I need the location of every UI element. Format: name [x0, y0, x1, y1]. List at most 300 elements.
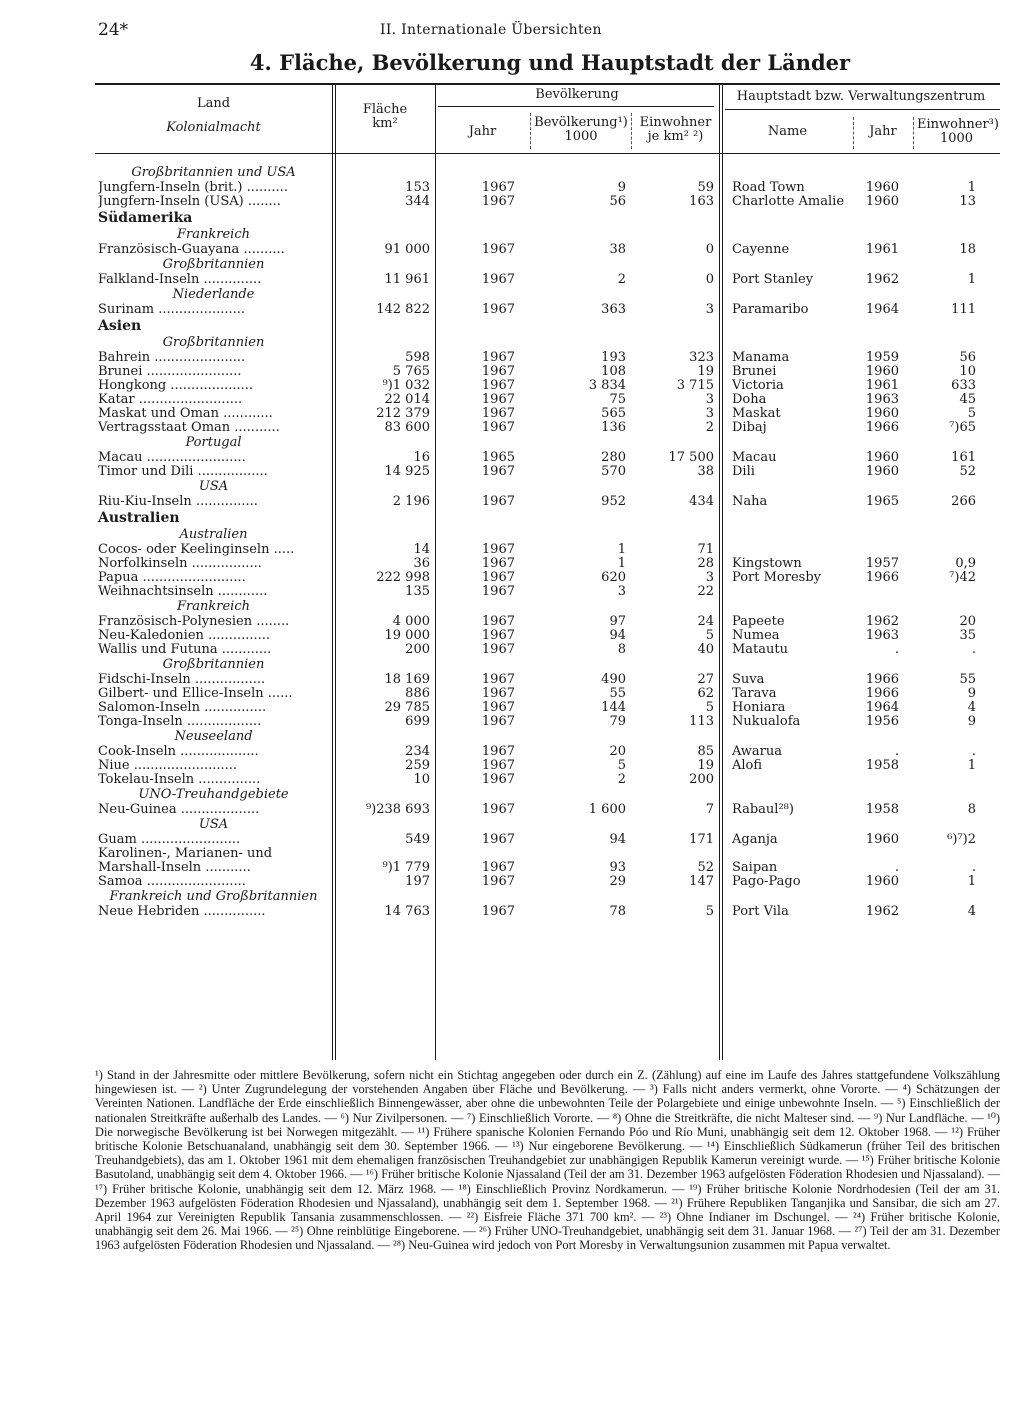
group-heading — [95, 729, 1000, 745]
cell-hse: 1 — [967, 758, 976, 773]
cell-hse: 10 — [959, 364, 976, 379]
cell-bev: 1 — [617, 556, 626, 571]
region-heading: Südamerika — [98, 210, 193, 226]
cell-hse: ⁶)⁷)2 — [947, 832, 976, 847]
cell-jahr: 1967 — [481, 758, 515, 773]
group-heading — [95, 889, 1000, 905]
cell-flaeche: 5 765 — [392, 364, 430, 379]
table-row — [95, 543, 1000, 557]
cell-jahr: 1967 — [481, 570, 515, 585]
cell-hse: 1 — [967, 874, 976, 889]
cell-hs: Naha — [732, 494, 768, 509]
cell-dichte: 0 — [705, 242, 714, 257]
cell-jahr: 1967 — [481, 860, 515, 875]
cell-flaeche: 598 — [405, 350, 430, 365]
cell-land: Karolinen-, Marianen- und — [98, 847, 273, 861]
group-label: USA — [198, 479, 229, 494]
cell-bev: 8 — [617, 642, 626, 657]
cell-jahr: 1967 — [481, 464, 515, 479]
cell-jahr: 1967 — [481, 378, 515, 393]
cell-hse: . — [971, 642, 976, 657]
cell-flaeche: 29 785 — [384, 700, 430, 715]
cell-jahr: 1967 — [481, 194, 515, 209]
cell-hsj: . — [894, 860, 899, 875]
col-kolonialmacht: Kolonialmacht — [166, 120, 261, 135]
group-heading — [95, 527, 1000, 543]
cell-flaeche: ⁹)1 779 — [382, 860, 430, 875]
cell-flaeche: 135 — [405, 584, 430, 599]
cell-flaeche: 234 — [405, 744, 430, 759]
cell-dichte: 7 — [705, 802, 714, 817]
cell-dichte: 434 — [689, 494, 714, 509]
cell-dichte: 5 — [705, 628, 714, 643]
cell-dichte: 3 — [705, 570, 714, 585]
cell-bev: 1 — [617, 542, 626, 557]
table-row — [95, 351, 1000, 365]
cell-bev: 280 — [601, 450, 626, 465]
cell-jahr: 1967 — [481, 542, 515, 557]
cell-hsj: 1960 — [865, 464, 899, 479]
cell-hsj: 1962 — [865, 272, 899, 287]
cell-hs: Papeete — [732, 614, 785, 629]
cell-jahr: 1967 — [481, 700, 515, 715]
group-label: Frankreich — [177, 227, 250, 242]
cell-hse: 9 — [967, 714, 976, 729]
cell-bev: 79 — [609, 714, 626, 729]
cell-bev: 56 — [609, 194, 626, 209]
table-row — [95, 571, 1000, 585]
cell-hs: Dibaj — [732, 420, 767, 435]
cell-hs: Pago-Pago — [732, 874, 801, 889]
cell-flaeche: 200 — [405, 642, 430, 657]
cell-hsj: 1965 — [865, 494, 899, 509]
cell-dichte: 3 — [705, 302, 714, 317]
cell-bev: 363 — [601, 302, 626, 317]
cell-flaeche: 18 169 — [384, 672, 430, 687]
cell-dichte: 2 — [705, 420, 714, 435]
cell-flaeche: 19 000 — [384, 628, 430, 643]
cell-jahr: 1967 — [481, 874, 515, 889]
cell-flaeche: 91 000 — [384, 242, 430, 257]
cell-hs: Manama — [732, 350, 790, 365]
group-heading — [95, 479, 1000, 495]
group-heading — [95, 335, 1000, 351]
table-row — [95, 629, 1000, 643]
group-heading — [95, 227, 1000, 243]
cell-jahr: 1967 — [481, 744, 515, 759]
cell-dichte: 3 — [705, 392, 714, 407]
cell-flaeche: 344 — [405, 194, 430, 209]
cell-hse: 5 — [967, 406, 976, 421]
cell-land: Maskat und Oman ............ — [98, 407, 273, 421]
col-hauptstadt: Hauptstadt bzw. Verwaltungszentrum — [736, 89, 986, 104]
table-row — [95, 905, 1000, 919]
cell-jahr: 1967 — [481, 904, 515, 919]
cell-bev: 97 — [609, 614, 626, 629]
cell-jahr: 1967 — [481, 714, 515, 729]
cell-hsj: 1960 — [865, 194, 899, 209]
group-label: USA — [198, 817, 229, 832]
region-heading: Australien — [98, 510, 180, 526]
cell-bev: 9 — [617, 180, 626, 195]
page-title: 4. Fläche, Bevölkerung und Hauptstadt der Länder — [249, 50, 851, 75]
cell-jahr: 1967 — [481, 642, 515, 657]
cell-dichte: 163 — [689, 194, 714, 209]
cell-flaeche: 886 — [405, 686, 430, 701]
cell-land: Hongkong .................... — [98, 379, 254, 393]
cell-flaeche: 22 014 — [384, 392, 430, 407]
cell-hsj: 1962 — [865, 904, 899, 919]
cell-flaeche: 549 — [405, 832, 430, 847]
page-number: 24* — [98, 20, 129, 40]
table-row — [95, 701, 1000, 715]
cell-land: Katar ......................... — [98, 393, 243, 407]
cell-flaeche: 2 196 — [392, 494, 430, 509]
cell-hs: Port Vila — [732, 904, 789, 919]
cell-bev: 20 — [609, 744, 626, 759]
col-hs-name: Name — [767, 124, 808, 139]
cell-hsj: 1960 — [865, 874, 899, 889]
cell-hsj: 1966 — [865, 672, 899, 687]
cell-bev: 78 — [609, 904, 626, 919]
cell-dichte: 59 — [697, 180, 714, 195]
table-row — [95, 745, 1000, 759]
cell-hsj: 1963 — [865, 392, 899, 407]
cell-hse: 8 — [967, 802, 976, 817]
cell-bev: 29 — [609, 874, 626, 889]
cell-land: Surinam ..................... — [98, 303, 246, 317]
cell-land: Vertragsstaat Oman ........... — [98, 421, 280, 435]
table-row — [95, 379, 1000, 393]
cell-hse: . — [971, 744, 976, 759]
cell-hse: 4 — [967, 904, 976, 919]
group-label: Neuseeland — [174, 729, 253, 744]
table-row — [95, 407, 1000, 421]
cell-bev: 3 834 — [588, 378, 626, 393]
cell-bev: 620 — [601, 570, 626, 585]
cell-jahr: 1967 — [481, 628, 515, 643]
col-hs-einw-b: 1000 — [939, 131, 974, 146]
group-heading — [95, 165, 1000, 181]
cell-flaeche: 699 — [405, 714, 430, 729]
cell-hs: Brunei — [732, 364, 777, 379]
cell-jahr: 1967 — [481, 242, 515, 257]
cell-bev: 5 — [617, 758, 626, 773]
region-heading: Asien — [98, 318, 142, 334]
cell-hs: Awarua — [732, 744, 783, 759]
cell-land: Riu-Kiu-Inseln ............... — [98, 495, 258, 509]
cell-jahr: 1967 — [481, 272, 515, 287]
cell-land: Brunei ....................... — [98, 365, 242, 379]
running-head: II. Internationale Übersichten — [380, 22, 602, 38]
group-heading — [95, 657, 1000, 673]
table-row — [95, 875, 1000, 889]
group-heading — [95, 817, 1000, 833]
cell-hs: Dili — [732, 464, 755, 479]
cell-hs: Tarava — [732, 686, 777, 701]
table-row — [95, 803, 1000, 817]
group-heading — [95, 787, 1000, 803]
cell-hs: Nukualofa — [732, 714, 801, 729]
col-hs-einw-a: Einwohner³) — [917, 117, 999, 132]
cell-hsj: 1960 — [865, 180, 899, 195]
cell-hsj: . — [894, 642, 899, 657]
cell-dichte: 24 — [697, 614, 714, 629]
col-bev-1000-a: Bevölkerung¹) — [534, 115, 628, 130]
cell-hse: 161 — [951, 450, 976, 465]
col-jahr: Jahr — [468, 124, 497, 139]
cell-hsj: 1962 — [865, 614, 899, 629]
group-label: UNO-Treuhandgebiete — [138, 787, 289, 802]
cell-jahr: 1967 — [481, 802, 515, 817]
cell-jahr: 1967 — [481, 350, 515, 365]
cell-hse: 20 — [959, 614, 976, 629]
table-row — [95, 421, 1000, 435]
cell-land: Tonga-Inseln .................. — [98, 715, 262, 729]
cell-flaeche: 14 — [413, 542, 430, 557]
cell-hs: Maskat — [732, 406, 781, 421]
cell-hsj: 1960 — [865, 832, 899, 847]
cell-hse: ⁷)42 — [949, 570, 976, 585]
group-heading — [95, 257, 1000, 273]
cell-jahr: 1967 — [481, 392, 515, 407]
cell-hs: Rabaul²⁸) — [732, 802, 794, 817]
cell-flaeche: 259 — [405, 758, 430, 773]
cell-land: Norfolkinseln ................. — [98, 557, 262, 571]
cell-flaeche: 36 — [413, 556, 430, 571]
cell-bev: 94 — [609, 832, 626, 847]
cell-hs: Doha — [732, 392, 767, 407]
cell-land: Samoa ........................ — [98, 875, 246, 889]
cell-jahr: 1967 — [481, 584, 515, 599]
table-row — [95, 393, 1000, 407]
cell-hse: 1 — [967, 180, 976, 195]
cell-land: Guam ........................ — [98, 833, 241, 847]
cell-land: Fidschi-Inseln ................. — [98, 673, 266, 687]
col-flaeche-unit: km² — [372, 116, 398, 131]
cell-hse: 1 — [967, 272, 976, 287]
cell-land: Falkland-Inseln .............. — [98, 273, 262, 287]
cell-flaeche: ⁹)1 032 — [382, 378, 430, 393]
table-row — [95, 687, 1000, 701]
cell-hs: Suva — [732, 672, 765, 687]
cell-hsj: 1961 — [865, 242, 899, 257]
cell-flaeche: 14 763 — [384, 904, 430, 919]
cell-hse: 13 — [959, 194, 976, 209]
cell-hsj: . — [894, 744, 899, 759]
group-label: Niederlande — [172, 287, 255, 302]
cell-flaeche: 153 — [405, 180, 430, 195]
cell-hs: Matautu — [732, 642, 789, 657]
cell-land: Bahrein ...................... — [98, 351, 246, 365]
cell-hs: Honiara — [732, 700, 786, 715]
col-flaeche: Fläche — [362, 102, 408, 117]
table-row — [95, 833, 1000, 847]
table-row — [95, 715, 1000, 729]
table-row — [95, 847, 1000, 861]
cell-bev: 144 — [601, 700, 626, 715]
cell-jahr: 1967 — [481, 614, 515, 629]
table-row — [95, 495, 1000, 509]
cell-jahr: 1967 — [481, 556, 515, 571]
cell-hse: 35 — [959, 628, 976, 643]
cell-hsj: 1956 — [865, 714, 899, 729]
cell-hs: Kingstown — [732, 556, 802, 571]
table-row — [95, 195, 1000, 209]
cell-land: Neu-Kaledonien ............... — [98, 629, 271, 643]
cell-land: Neue Hebriden ............... — [98, 905, 266, 919]
cell-jahr: 1967 — [481, 406, 515, 421]
cell-dichte: 5 — [705, 904, 714, 919]
col-bev-1000-b: 1000 — [564, 129, 598, 144]
cell-bev: 55 — [609, 686, 626, 701]
cell-land: Salomon-Inseln ............... — [98, 701, 267, 715]
cell-flaeche: 11 961 — [384, 272, 430, 287]
cell-land: Wallis und Futuna ............ — [98, 643, 272, 657]
cell-hse: 9 — [967, 686, 976, 701]
cell-land: Französisch-Polynesien ........ — [98, 615, 290, 629]
cell-land: Neu-Guinea ................... — [98, 803, 260, 817]
cell-land: Jungfern-Inseln (brit.) .......... — [98, 181, 288, 195]
cell-land: Tokelau-Inseln ............... — [98, 773, 261, 787]
cell-land: Papua ......................... — [98, 571, 246, 585]
group-heading — [95, 599, 1000, 615]
cell-hse: 266 — [951, 494, 976, 509]
col-einw-a: Einwohner — [639, 115, 712, 130]
cell-bev: 38 — [609, 242, 626, 257]
table-row — [95, 243, 1000, 257]
cell-hsj: 1961 — [865, 378, 899, 393]
cell-bev: 565 — [601, 406, 626, 421]
cell-hsj: 1960 — [865, 450, 899, 465]
cell-hsj: 1957 — [865, 556, 899, 571]
cell-hs: Port Stanley — [732, 272, 814, 287]
cell-land: Macau ........................ — [98, 451, 246, 465]
cell-dichte: 27 — [697, 672, 714, 687]
cell-hsj: 1958 — [865, 758, 899, 773]
cell-flaeche: 197 — [405, 874, 430, 889]
cell-jahr: 1967 — [481, 832, 515, 847]
cell-hs: Macau — [732, 450, 777, 465]
cell-flaeche: 222 998 — [376, 570, 430, 585]
cell-jahr: 1967 — [481, 772, 515, 787]
cell-hse: 111 — [951, 302, 976, 317]
cell-hse: 56 — [959, 350, 976, 365]
cell-flaeche: 4 000 — [392, 614, 430, 629]
cell-dichte: 62 — [697, 686, 714, 701]
cell-hs: Victoria — [732, 378, 784, 393]
cell-hse: . — [971, 860, 976, 875]
cell-land: Cocos- oder Keelinginseln ..... — [98, 543, 295, 557]
cell-hse: ⁷)65 — [949, 420, 976, 435]
group-label: Großbritannien — [162, 335, 265, 350]
group-heading — [95, 435, 1000, 451]
table-row — [95, 303, 1000, 317]
cell-bev: 490 — [601, 672, 626, 687]
table-row — [95, 773, 1000, 787]
cell-dichte: 28 — [697, 556, 714, 571]
cell-hsj: 1958 — [865, 802, 899, 817]
cell-bev: 193 — [601, 350, 626, 365]
cell-dichte: 3 — [705, 406, 714, 421]
cell-hsj: 1960 — [865, 364, 899, 379]
cell-jahr: 1967 — [481, 420, 515, 435]
cell-dichte: 22 — [697, 584, 714, 599]
cell-hse: 0,9 — [955, 556, 976, 571]
cell-hsj: 1960 — [865, 406, 899, 421]
table-row — [95, 673, 1000, 687]
cell-jahr: 1967 — [481, 686, 515, 701]
cell-hs: Saipan — [732, 860, 778, 875]
cell-jahr: 1967 — [481, 494, 515, 509]
group-label: Frankreich und Großbritannien — [109, 889, 318, 904]
cell-jahr: 1965 — [481, 450, 515, 465]
cell-hs: Aganja — [732, 832, 778, 847]
cell-dichte: 5 — [705, 700, 714, 715]
table-row — [95, 365, 1000, 379]
cell-land: Niue ......................... — [98, 759, 238, 773]
cell-hs: Paramaribo — [732, 302, 809, 317]
cell-bev: 3 — [617, 584, 626, 599]
table-row — [95, 273, 1000, 287]
cell-bev: 2 — [617, 772, 626, 787]
cell-flaeche: 10 — [413, 772, 430, 787]
cell-hsj: 1959 — [865, 350, 899, 365]
table-row — [95, 557, 1000, 571]
cell-hsj: 1964 — [865, 700, 899, 715]
table-row — [95, 643, 1000, 657]
cell-land: Marshall-Inseln ........... — [98, 861, 251, 875]
cell-dichte: 3 715 — [676, 378, 714, 393]
cell-land: Französisch-Guayana .......... — [98, 243, 285, 257]
table-body — [95, 165, 1000, 919]
cell-hs: Alofi — [732, 758, 763, 773]
cell-hse: 52 — [959, 464, 976, 479]
group-label: Großbritannien — [162, 257, 265, 272]
cell-hs: Road Town — [732, 180, 805, 195]
cell-bev: 94 — [609, 628, 626, 643]
cell-land: Gilbert- und Ellice-Inseln ...... — [98, 687, 293, 701]
cell-hsj: 1964 — [865, 302, 899, 317]
cell-hse: 633 — [951, 378, 976, 393]
cell-dichte: 113 — [689, 714, 714, 729]
cell-dichte: 323 — [689, 350, 714, 365]
cell-land: Cook-Inseln ................... — [98, 745, 259, 759]
group-heading — [95, 287, 1000, 303]
footnotes: ¹) Stand in der Jahresmitte oder mittlere Bevölkerung, sofern nicht ein Stichtag angegeben oder durch ein Z. (Zählung) auf eine im Laufe des Jahres stattgefundene Volkszählung hingewiesen ist. — ²) Unter Zugrundelegung der vorstehenden Angaben über Fläche und Bevölkerung. — ³) Falls nicht anders vermerkt, ohne Vororte. — ⁴) Schätzungen der Vereinten Nationen. Landfläche der Erde einschließlich Binnengewässer, aber ohne die unbewohnten Teile der Polargebiete und einige unbewohnte Inseln. — ⁵) Einschließlich der nationalen Streitkräfte außerhalb des Landes. — ⁶) Nur Zivilpersonen. — ⁷) Einschließlich Vororte. — ⁸) Ohne die Streitkräfte, die nicht Malteser sind. — ⁹) Nur Landfläche. — ¹⁰) Die norwegische Bevölkerung ist bei Norwegen mitgezählt. — ¹¹) Frühere spanische Kolonien Fernando Póo und Río Muni, unabhängig seit dem 12. Oktober 1968. — ¹²) Früher britische Kolonie Betschuanaland, unabhängig seit dem 30. September 1966. — ¹³) Nur eingeborene Bevölkerung. — ¹⁴) Einschließlich Südkamerun (früher Teil des britischen Treuhandgebiets), das am 1. Oktober 1961 mit dem ehemaligen französischen Treuhandgebiet zur unabhängigen Republik Kamerun vereinigt wurde. — ¹⁵) Früher britische Kolonie Basutoland, unabhängig seit dem 4. Oktober 1966. — ¹⁶) Früher britische Kolonie Njassaland (Teil der am 31. Dezember 1963 aufgelösten Föderation Rhodesien und Njassaland). — ¹⁷) Früher britische Kolonie, unabhängig seit dem 12. März 1968. — ¹⁸) Einschließlich Provinz Nordkamerun. — ¹⁹) Früher britische Kolonie Nordrhodesien (Teil der am 31. Dezember 1963 aufgelösten Föderation Rhodesien und Njassaland), unabhängig seit dem 1. September 1968. — ²¹) Frühere Republiken Tanganjika und Sansibar, die sich am 27. April 1964 zur Vereinigten Republik Tansania zusammenschlossen. — ²²) Eisfreie Fläche 371 700 km². — ²³) Ohne Indianer im Dschungel. — ²⁴) Früher britische Kolonie, unabhängig seit dem 26. Mai 1966. — ²⁵) Ohne reinblütige Eingeborene. — ²⁶) Früher UNO-Treuhandgebiet, unabhängig seit dem 31. Januar 1968. — ²⁷) Teil der am 31. Dezember 1963 aufgelösten Föderation Rhodesien und Njassaland. — ²⁸) Neu-Guinea wird jedoch von Port Moresby in Verwaltungsunion zusammen mit Papua verwaltet. — [95, 1068, 1000, 1253]
group-label: Australien — [179, 527, 248, 542]
cell-flaeche: 16 — [413, 450, 430, 465]
cell-bev: 952 — [601, 494, 626, 509]
group-label: Großbritannien und USA — [131, 165, 296, 180]
group-label: Großbritannien — [162, 657, 265, 672]
cell-dichte: 40 — [697, 642, 714, 657]
cell-hsj: 1966 — [865, 570, 899, 585]
cell-jahr: 1967 — [481, 672, 515, 687]
cell-dichte: 171 — [689, 832, 714, 847]
cell-hs: Numea — [732, 628, 780, 643]
table-row — [95, 465, 1000, 479]
cell-jahr: 1967 — [481, 302, 515, 317]
cell-bev: 75 — [609, 392, 626, 407]
cell-hsj: 1966 — [865, 420, 899, 435]
group-label: Portugal — [185, 435, 242, 450]
cell-dichte: 19 — [697, 758, 714, 773]
cell-dichte: 85 — [697, 744, 714, 759]
cell-land: Timor und Dili ................. — [98, 465, 268, 479]
col-bevoelkerung: Bevölkerung — [535, 87, 619, 102]
cell-land: Weihnachtsinseln ............ — [98, 585, 268, 599]
